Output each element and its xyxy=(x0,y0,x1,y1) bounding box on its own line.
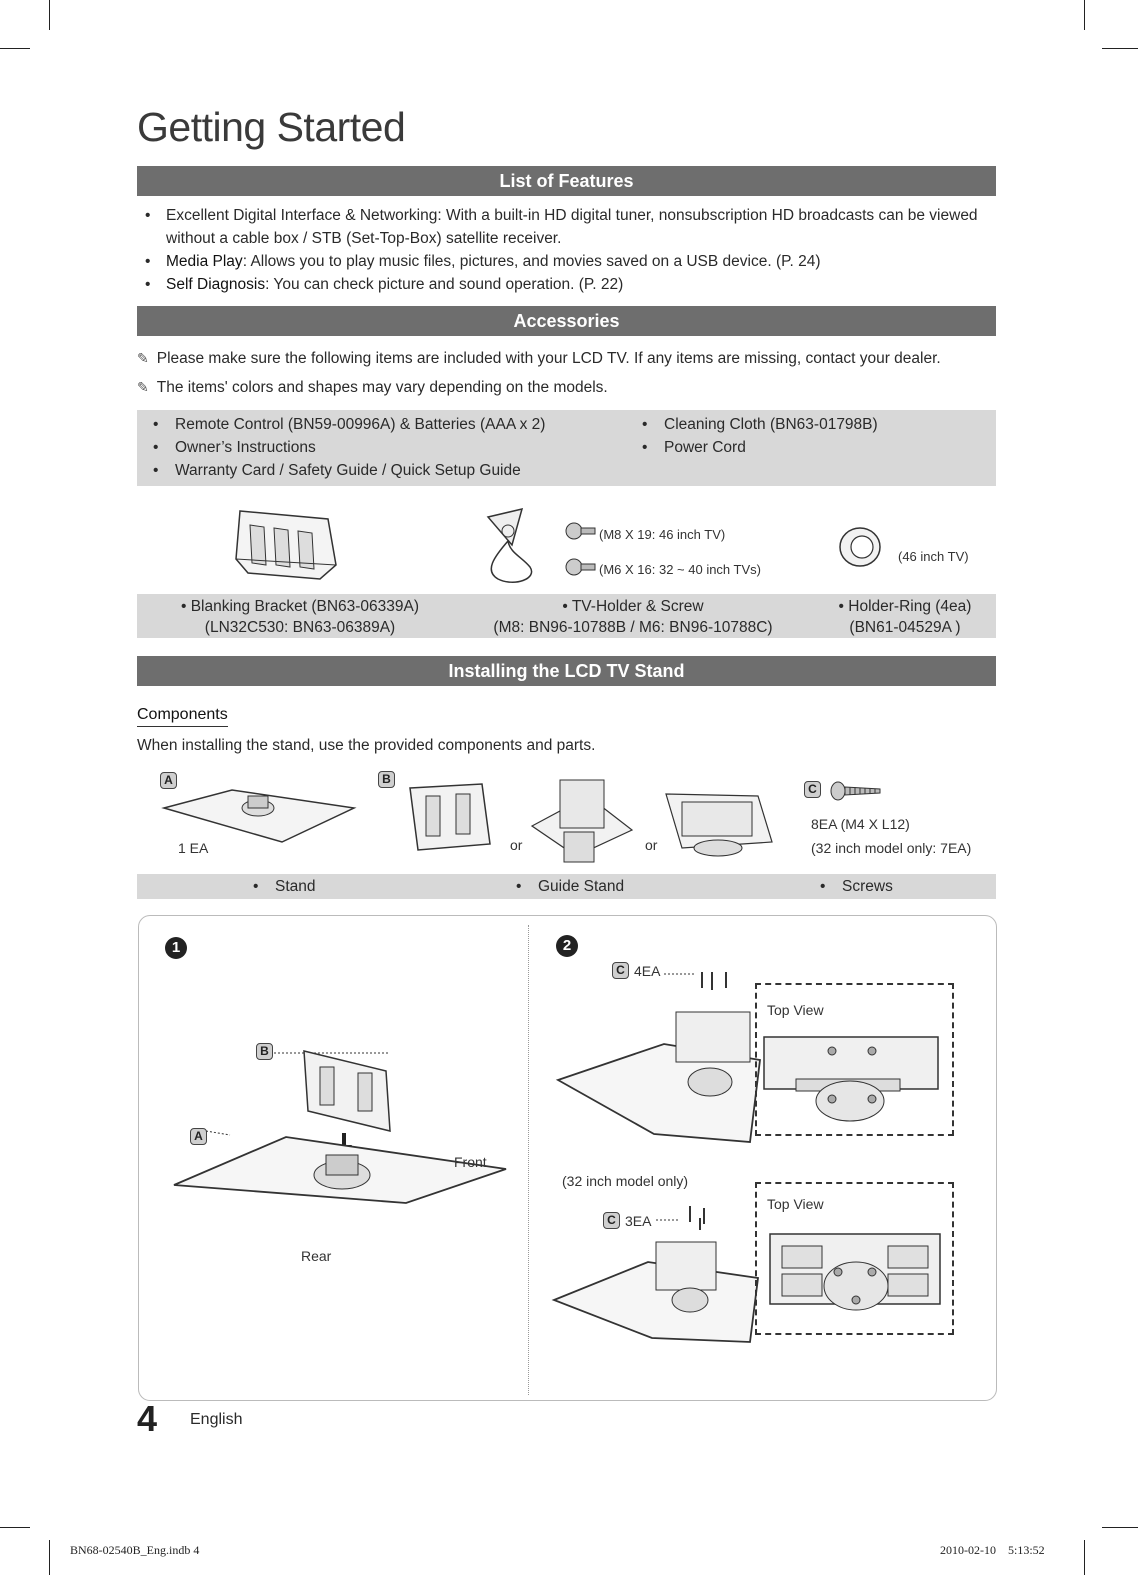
badge-b: B xyxy=(378,771,395,788)
list-item: • Owner’s Instructions xyxy=(153,436,545,459)
ring-label: (46 inch TV) xyxy=(898,549,969,564)
or-text: or xyxy=(645,837,658,853)
feature-strong: Self Diagnosis xyxy=(166,276,266,293)
screw-icon xyxy=(830,781,882,801)
accessory-list-left xyxy=(153,413,545,482)
badge-c: C xyxy=(603,1212,620,1229)
crop-mark xyxy=(0,48,30,49)
badge-a: A xyxy=(160,772,177,789)
feature-text: : You can check picture and sound operation. (P. 22) xyxy=(265,276,624,293)
crop-mark xyxy=(1084,0,1085,30)
blanking-bracket-illustration xyxy=(228,505,340,585)
holder-ring-illustration xyxy=(838,526,888,568)
caption-line: (BN61-04529A ) xyxy=(849,619,961,636)
guide-stand-variant-illustration xyxy=(528,776,634,866)
accessories-header: Accessories xyxy=(137,306,996,336)
caption-text: Blanking Bracket (BN63-06339A) xyxy=(190,598,420,615)
guide-stand-variant-illustration xyxy=(662,788,778,860)
note xyxy=(137,379,608,397)
caption-tv-holder xyxy=(483,596,783,638)
page-number: 4 xyxy=(137,1398,158,1439)
list-item xyxy=(145,273,985,296)
crop-mark xyxy=(0,1527,30,1528)
step1-illustration xyxy=(170,1045,510,1205)
file-name: BN68-02540B_Eng.indb 4 xyxy=(70,1543,200,1557)
badge-b: B xyxy=(256,1043,273,1060)
note xyxy=(137,350,941,368)
caption-text: TV-Holder & Screw xyxy=(571,598,704,615)
step2-illustration-bottom xyxy=(552,1196,762,1346)
caption-line: • Blanking Bracket (BN63-06339A) xyxy=(180,598,420,615)
crop-mark xyxy=(49,0,50,30)
screw-icon xyxy=(565,520,597,542)
top-view-label: Top View xyxy=(767,1196,824,1212)
caption-holder-ring xyxy=(820,596,990,638)
step-number: 1 xyxy=(165,937,187,959)
or-text: or xyxy=(510,837,523,853)
language-label: English xyxy=(190,1411,243,1428)
top-view-illustration xyxy=(768,1232,942,1322)
components-heading: Components xyxy=(137,706,228,727)
feature-text: Excellent Digital Interface & Networking: With a built-in HD digital tuner, nonsubscription HD broadcasts can be viewed without a cable box / STB (Set-Top-Box) satellite receiver. xyxy=(166,207,978,247)
list-item xyxy=(145,204,985,250)
feature-text: : Allows you to play music files, pictures, and movies saved on a USB device. (P. 24) xyxy=(242,253,821,270)
badge-c: C xyxy=(612,962,629,979)
guide-stand-illustration xyxy=(404,780,496,858)
step-number: 2 xyxy=(556,935,578,957)
screw-quantity: 3EA xyxy=(625,1213,652,1229)
caption-line: (LN32C530: BN63-06389A) xyxy=(204,619,396,636)
print-timestamp: 2010-02-10 5:13:52 xyxy=(940,1543,1045,1557)
rear-label: Rear xyxy=(301,1248,332,1264)
features-list xyxy=(145,204,985,296)
list-item: • Remote Control (BN59-00996A) & Batteries (AAA x 2) xyxy=(153,413,545,436)
list-item: • Guide Stand xyxy=(516,875,624,898)
caption-text: Holder-Ring (4ea) xyxy=(848,598,972,615)
pencil-icon: ✎ xyxy=(137,350,149,366)
component-name xyxy=(516,875,624,898)
screw-quantity: 8EA (M4 X L12) xyxy=(811,816,910,832)
caption-line: • Holder-Ring (4ea) xyxy=(838,598,972,615)
note-text: Please make sure the following items are included with your LCD TV. If any items are missing, contact your dealer. xyxy=(156,350,941,367)
caption-blanking-bracket xyxy=(150,596,450,638)
top-view-illustration xyxy=(762,1035,940,1125)
stand-base-illustration xyxy=(162,786,357,846)
front-label: Front xyxy=(454,1154,487,1170)
page-title: Getting Started xyxy=(137,104,406,150)
list-item xyxy=(145,250,985,273)
caption-line: • TV-Holder & Screw xyxy=(562,598,704,615)
crop-mark xyxy=(1102,48,1138,49)
caption-line: (M8: BN96-10788B / M6: BN96-10788C) xyxy=(493,619,773,636)
component-name xyxy=(820,875,893,898)
top-view-label: Top View xyxy=(767,1002,824,1018)
badge-a: A xyxy=(190,1128,207,1145)
list-item: • Cleaning Cloth (BN63-01798B) xyxy=(642,413,878,436)
list-item: • Screws xyxy=(820,875,893,898)
feature-strong: Media Play xyxy=(166,253,243,270)
pencil-icon: ✎ xyxy=(137,379,149,395)
panel-divider xyxy=(528,925,529,1395)
tv-holder-illustration xyxy=(480,507,544,587)
features-header: List of Features xyxy=(137,166,996,196)
crop-mark xyxy=(1084,1540,1085,1575)
list-item: • Warranty Card / Safety Guide / Quick Setup Guide xyxy=(153,459,545,482)
crop-mark xyxy=(49,1540,50,1575)
stand-intro: When installing the stand, use the provided components and parts. xyxy=(137,737,596,754)
stand-header: Installing the LCD TV Stand xyxy=(137,656,996,686)
badge-c: C xyxy=(804,781,821,798)
note-text: The items' colors and shapes may vary depending on the models. xyxy=(156,379,608,396)
screw-note: (32 inch model only: 7EA) xyxy=(811,840,972,856)
crop-mark xyxy=(1102,1527,1138,1528)
component-name xyxy=(253,875,316,898)
model-note: (32 inch model only) xyxy=(562,1173,689,1189)
step2-illustration-top xyxy=(554,966,764,1146)
list-item: • Stand xyxy=(253,875,316,898)
accessory-list-right xyxy=(642,413,878,459)
stand-quantity: 1 EA xyxy=(178,840,209,856)
screw-icon xyxy=(565,556,597,578)
list-item: • Power Cord xyxy=(642,436,878,459)
screw-quantity: 4EA xyxy=(634,963,661,979)
screw-label: (M6 X 16: 32 ~ 40 inch TVs) xyxy=(599,562,761,577)
screw-label: (M8 X 19: 46 inch TV) xyxy=(599,527,726,542)
